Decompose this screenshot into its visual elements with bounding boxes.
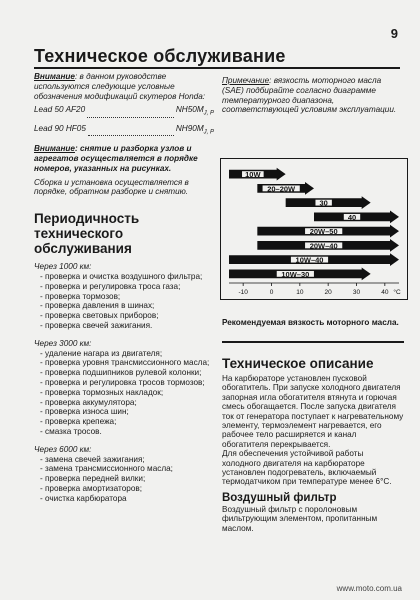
x-tick-label: 30 [352, 289, 361, 296]
list-item: - проверка свечей зажигания. [40, 321, 153, 331]
filter-title: Воздушный фильтр [222, 491, 337, 504]
list-item: - замена свечей зажигания; [40, 454, 145, 464]
interval-label: Через 1000 км: [34, 262, 92, 272]
list-item: - проверка световых приборов; [40, 311, 159, 321]
list-item: - смазка тросов. [40, 427, 102, 436]
viscosity-chart-svg [221, 159, 407, 299]
dot-leader [87, 105, 174, 117]
list-item: - проверка износа шин; [40, 407, 129, 417]
list-item: - проверка и регулировка троса газа; [40, 281, 181, 291]
periodic-title: Периодичность технического обслуживания [34, 211, 140, 257]
list-item: - проверка уровня трансмиссионного масла; [40, 358, 210, 368]
note-label: Внимание [34, 144, 75, 154]
interval-label: Через 3000 км: [34, 338, 92, 348]
bar-label: 20W–40 [309, 241, 338, 251]
model-list [34, 105, 214, 138]
tech-paragraph: На карбюраторе установлен пусковой обогатитель. При запуске холодного двигателя запорная игла обогатителя втянута и горючая смесь обогащается. После запуска двигателя ток от генератора поступает к нагревательному элементу, термоэлемент нагревается, его рабочее тело расширяется и канал обогатителя перекрывается. [222, 374, 404, 449]
model-code: $NH90M_{J, P}$ [175, 123, 214, 136]
footer-url: www.moto.com.ua [336, 584, 402, 593]
title-rule [34, 67, 400, 69]
list-item: - проверка передней вилки; [40, 474, 146, 484]
right-column [222, 76, 402, 115]
x-tick-label: -10 [238, 289, 248, 296]
bar-label: 10W [245, 170, 261, 180]
interval-items [34, 349, 214, 437]
note-text: : в данном руководстве используются следующие условные обозначения модификаций скутеров Honda: [34, 72, 206, 101]
bar-label: 10W–30 [281, 269, 310, 279]
note-text: : вязкость моторного масла (SAE) подбирайте согласно диаграмме температурного диапазона, соответствующей условиям эксплуатации. [222, 76, 397, 115]
interval-items [34, 455, 214, 504]
bar-label: 20–20W [267, 184, 296, 194]
model-row [34, 105, 214, 119]
list-item: - замена трансмиссионного масла; [40, 464, 173, 474]
x-tick-label: 20 [324, 289, 332, 296]
note-abbreviations [34, 72, 214, 101]
bar-label: 40 [347, 212, 357, 222]
list-item: - проверка подшипников рулевой колонки; [40, 368, 202, 378]
filter-text: Воздушный фильтр с поролоновым фильтрующим элементом, пропитанным маслом. [222, 504, 378, 533]
list-item: - проверка и регулировка тросов тормозов; [40, 378, 205, 388]
x-tick-label: 10 [296, 289, 304, 296]
list-item: - очистка карбюратора [40, 493, 127, 503]
viscosity-chart [220, 158, 408, 300]
list-item: - проверка тормозных накладок; [40, 387, 164, 397]
tech-paragraph: Для обеспечения устойчивой работы холодного двигателя на карбюраторе установлен подогреватель, включаемый термодатчиком при температуре менее 6°С. [222, 449, 392, 487]
dot-leader [88, 124, 174, 136]
interval-1000 [34, 262, 214, 331]
list-item: - проверка и очистка воздушного фильтра; [40, 272, 203, 282]
bar-label: 20W–50 [309, 227, 338, 237]
model-name: Lead 90 HF05 [34, 123, 86, 133]
model-name: Lead 50 AF20 [34, 105, 86, 115]
note-viscosity [222, 76, 402, 115]
interval-items [34, 272, 214, 331]
list-item: - удаление нагара из двигателя; [40, 348, 163, 358]
left-column [34, 72, 214, 504]
bar-label: 10W–40 [295, 255, 324, 265]
model-row [34, 124, 214, 138]
tech-title: Техническое описание [222, 356, 374, 371]
interval-3000 [34, 339, 214, 437]
list-item: - проверка аккумулятора; [40, 397, 137, 407]
bar-label: 30 [319, 198, 328, 208]
model-code: $NH50M_{J, P}$ [175, 105, 214, 118]
x-tick-label: 0 [269, 289, 274, 296]
note-disassembly [34, 144, 214, 173]
page-number: 9 [390, 26, 398, 41]
assembly-text: Сборка и установка осуществляется в порядке, обратном разборке и снятию. [34, 177, 189, 197]
caption-rule [222, 341, 404, 343]
x-tick-label: 40 [381, 289, 389, 296]
list-item: - проверка амортизаторов; [40, 483, 142, 493]
chart-caption: Рекомендуемая вязкость моторного масла. [222, 318, 399, 327]
tech-section [222, 356, 404, 533]
interval-6000 [34, 445, 214, 504]
list-item: - проверка тормозов; [40, 291, 121, 301]
list-item: - проверка крепежа; [40, 417, 117, 427]
page-title: Техническое обслуживание [34, 46, 286, 66]
list-item: - проверка давления в шинах; [40, 301, 155, 311]
x-axis-unit: °C [393, 289, 401, 296]
interval-label: Через 6000 км: [34, 444, 92, 454]
note-text: : снятие и разборка узлов и агрегатов осуществляется в порядке номеров, указанных на рисунках. [34, 144, 198, 173]
note-label: Внимание [34, 72, 75, 81]
note-label: Примечание [222, 76, 270, 85]
